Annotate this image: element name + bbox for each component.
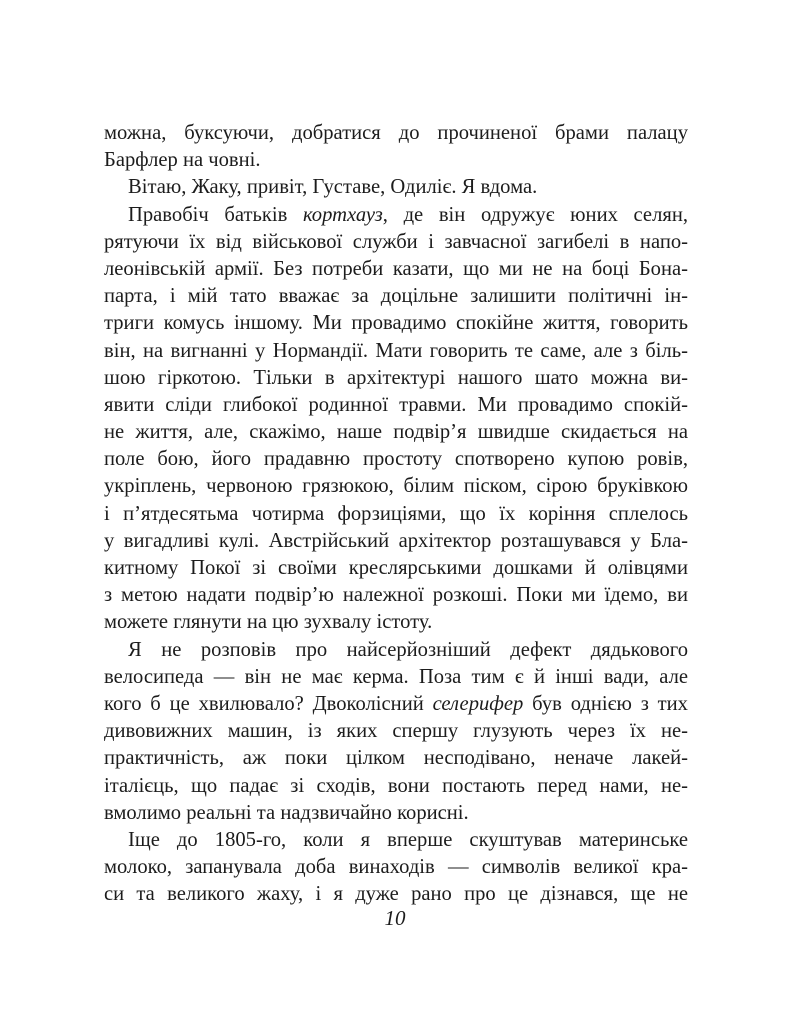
text-line: він, на вигнанні у Нормандії. Мати говорить те саме, але з біль-	[104, 339, 688, 362]
text-line: кого б це хвилювало? Двоколісний селерифер був однією з тих	[104, 692, 688, 715]
text-line: не життя, але, скажімо, наше подвір’я швидше скидається на	[104, 421, 688, 444]
text-line: практичність, аж поки цілком несподівано, неначе лакей-	[104, 747, 688, 770]
text-line: Вітаю, Жаку, привіт, Густаве, Одиліє. Я вдома.	[128, 176, 538, 199]
text-line: і п’ятдесятьма чотирма форзиціями, що їх коріння сплелось	[104, 502, 688, 525]
text-line: італієць, що падає зі сходів, вони постають перед нами, не-	[104, 774, 688, 797]
text-line: триги комусь іншому. Ми провадимо спокійне життя, говорить	[104, 312, 688, 335]
text-line: Барфлер на човні.	[104, 149, 261, 172]
text-line: вмолимо реальні та надзвичайно корисні.	[104, 801, 469, 824]
text-line: молоко, запанувала доба винаходів — символів великої кра-	[104, 856, 688, 879]
text-line: у вигадливі кулі. Австрійський архітектор розташувався у Бла-	[104, 529, 688, 552]
text-line: явити сліди глибокої родинної травми. Ми провадимо спокій-	[104, 393, 688, 416]
text-line: можна, буксуючи, добратися до прочиненої брами палацу	[104, 122, 688, 144]
text-line: поле бою, його прадавню простоту спотворено купою ровів,	[104, 448, 688, 471]
text-line: дивовижних машин, із яких спершу глузують через їх не-	[104, 720, 688, 743]
text-line: си та великого жаху, і я дуже рано про це дізнався, ще не	[104, 883, 688, 906]
text-line: можете глянути на цю зухвалу істоту.	[104, 611, 433, 634]
text-line: рятуючи їх від військової служби і завчасної загибелі в напо-	[104, 230, 688, 253]
text-line: з метою надати подвір’ю належної розкоші. Поки ми їдемо, ви	[104, 584, 688, 607]
body-text	[104, 120, 688, 908]
text-line: китному Покої зі своїми креслярськими дошками й олівцями	[104, 557, 688, 579]
text-line: шою гіркотою. Тільки в архітектурі нашого шато можна ви-	[104, 366, 688, 389]
text-line: велосипеда — він не має керма. Поза тим є й інші вади, але	[104, 665, 688, 688]
text-line: Я не розповів про найсерйозніший дефект дядькового	[128, 638, 688, 661]
text-line: леонівській армії. Без потреби казати, що ми не на боці Бона-	[104, 257, 688, 280]
text-line: парта, і мій тато вважає за доцільне залишити політичні ін-	[104, 285, 688, 308]
text-line: Іще до 1805-го, коли я вперше скуштував материнське	[128, 828, 688, 851]
text-line: укріплень, червоною грязюкою, білим піском, сірою бруківкою	[104, 475, 688, 498]
page-number: 10	[384, 906, 406, 930]
text-line: Правобіч батьків кортхауз, де він одружує юних селян,	[128, 203, 688, 226]
